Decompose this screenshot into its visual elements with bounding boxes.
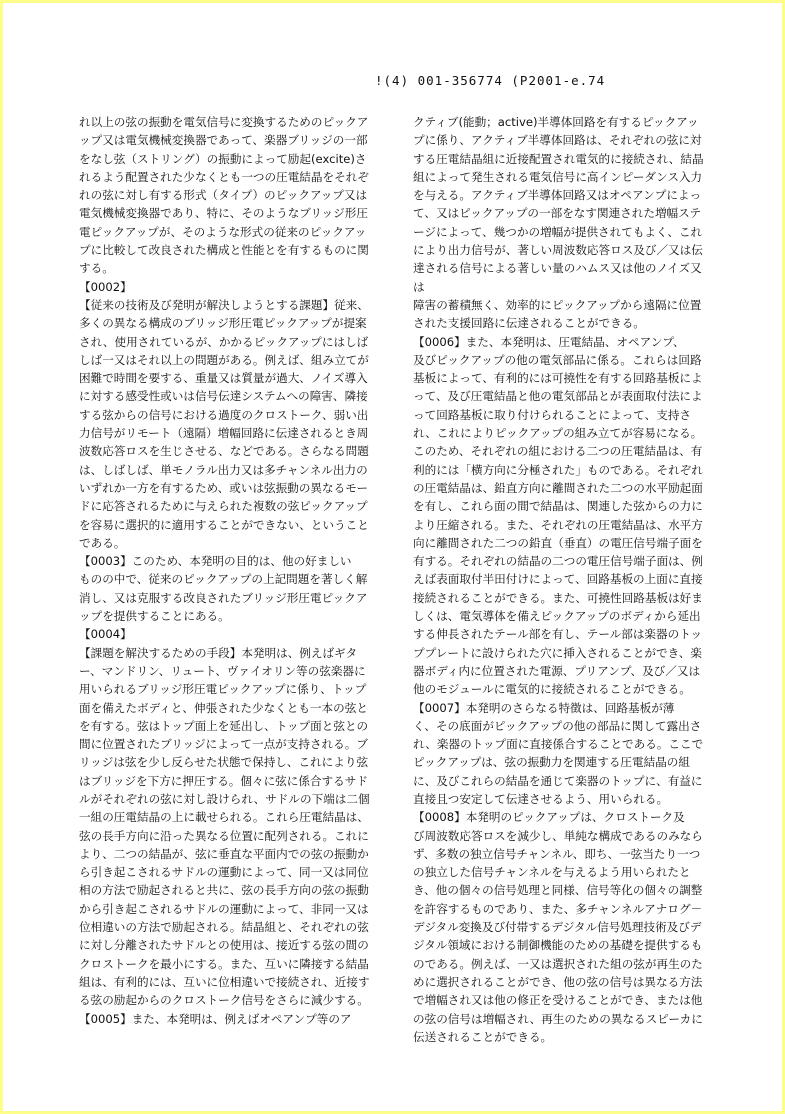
right-text-column: [413, 113, 713, 1046]
paragraph-number: 【0002】: [79, 279, 132, 294]
paragraph: 【0006】また、本発明は、圧電結晶、オペアンプ、 及びピックアップの他の電気部品に係る。これらは回路 基板によって、有利的には可撓性を有する回路基板によ って、及び圧電結晶と他の電気部品とが表面取付法によ って回路基板に取り付けられることによって、支持さ れ、これによりピックアップの組み立てが容易になる。 このため、それぞれの組における二つの圧電結晶は、有 利的には「横方向に分極された」ものである。それぞれ の圧電結晶は、鉛直方向に離間された二つの水平励起面 を有し、これら面の間で結晶は、関連した弦からの力に より圧縮される。また、それぞれの圧電結晶は、水平方 向に離間された二つの鉛直（垂直）の電圧信号端子面を 有する。それぞれの結晶の二つの電圧信号端子面は、例 えば表面取付半田付けによって、回路基板の上面に直接 接続されることができる。また、可撓性回路基板は好ま しくは、電気導体を備えピックアップのボディから延出 する伸長されたテール部を有し、テール部は楽器のトッ ププレートに設けられた穴に挿入されることができ、楽 器ボディ内に位置された電源、プリアンプ、及び／又は 他のモジュールに電気的に接続されることができる。: [413, 334, 703, 697]
paragraph: クティブ(能動；active)半導体回路を有するピックアッ プに係り、アクティブ半導体回路は、それぞれの弦に対 する圧電結晶組に近接配置され電気的に接続され、結晶 組によって発生される電気信号に高インピーダンス入力 を与える。アクティブ半導体回路又はオペアンプによっ て、又はピックアップの一部をなす関連された増幅ステ ージによって、幾つかの増幅が提供されてもよく、これ により出力信号が、著しい周波数応答ロス及び／又は伝 達される信号による著しい量のハムス又は他のノイズ又は 障害の蓄積無く、効率的にピックアップから遠隔に位置 された支援回路に伝達されることができる。: [413, 115, 704, 331]
paragraph-number: 【0004】: [79, 627, 132, 642]
paragraph: れ以上の弦の振動を電気信号に変換するためのピックア ップ又は電気機械変換器であって、楽器ブリッジの一部 をなし弦（ストリング）の振動によって励起(excite)さ れるよう配置された少なくとも一つの圧電結晶をそれぞ れの弦に対し有する形式（タイプ）のピックアップ又は 電気機械変換器であり、特に、そのようなブリッジ形圧 電ピックアップが、そのような形式の従来のピックアッ プに比較して改良された構成と性能とを有するものに関 する。: [79, 115, 369, 276]
paragraph: 【0008】本発明のピックアップは、クロストーク及 び周波数応答ロスを減少し、単純な構成であるのみなら ず、多数の独立信号チャンネル、即ち、一弦当たり一つ の独立した信号チャンネルを与えるよう用いられたと き、他の個々の信号処理と同様、信号等化の個々の調整 を許容するものであり、また、多チャンネルアナログ－ デジタル変換及び付帯するデジタル信号処理技術及びデ ジタル領域における制御機能のための基礎を提供するも のである。例えば、一又は選択された組の弦が再生のた めに選択されることができ、他の弦の信号は異なる方法 で増幅され又は他の修正を受けることができ、または他 の弦の信号は増幅され、再生のための異なるスピーカに 伝送されることができる。: [413, 810, 703, 1044]
paragraph: 【0005】また、本発明は、例えばオペアンプ等のア: [79, 1011, 352, 1026]
paragraph: 【課題を解決するための手段】本発明は、例えばギタ ー、マンドリン、リュート、ヴァイオリン等の弦楽器に 用いられるブリッジ形圧電ピックアップに係り、トップ 面を備えたボディと、伸張された少なくとも一本の弦と を有する。弦はトップ面上を延出し、トップ面と弦との 間に位置されたブリッジによって一点が支持される。ブ リッジは弦を少し反らせた状態で保持し、これにより弦 はブリッジを下方に押圧する。個々に弦に係合するサド ルがそれぞれの弦に対し設けられ、サドルの下端は二個 一組の圧電結晶の上に載せられる。これら圧電結晶は、 弦の長手方向に沿った異なる位置に配列される。これに より、二つの結晶が、弦に垂直な平面内での弦の振動か ら引き起こされるサドルの運動によって、同一又は同位 相の方法で励起されると共に、弦の長手方向の弦の振動 から引き起こされるサドルの運動によって、非同一又は 位相違いの方法で励起される。結晶組と、それぞれの弦 に対し分離されたサドルとの使用は、接近する弦の間の クロストークを最小にする。また、互いに隣接する結晶 組は、有利的には、互いに位相違いで接続され、近接す る弦の励起からのクロストーク信号をさらに減少する。: [79, 645, 370, 1008]
paragraph: 【0007】本発明のさらなる特徴は、回路基板が薄 く、その底面がピックアップの他の部品に関して露出さ れ、楽器のトップ面に直接係合することである。ここで ピックアップは、弦の振動力を関連する圧電結晶の組 に、及びこれらの結晶を通じて楽器のトップに、有益に 直接且つ安定して伝達させるよう、用いられる。: [413, 700, 704, 806]
paragraph: 【従来の技術及び発明が解決しようとする課題】従来、 多くの異なる構成のブリッジ形圧電ピックアップが提案 され、使用されているが、かかるピックアップにはしば しば一又はそれ以上の問題がある。例えば、組み立てが 困難で時間を要する、重量又は質量が過大、ノイズ導入 に対する感受性或いは信号伝達システムへの障害、隣接 する弦からの信号における過度のクロストーク、弱い出 力信号がリモート（遠隔）増幅回路に伝達されるとき周 波数応答ロスを生じさせる、などである。さらなる問題 は、しばしば、単モノラル出力又は多チャンネル出力の いずれか一方を有するため、或いは弦振動の異なるモー ドに応答されるために与えられた複数の弦ピックアップ を容易に選択的に適用することができない、ということ である。: [79, 297, 369, 550]
left-text-column: [79, 113, 379, 1028]
paragraph: 【0003】このため、本発明の目的は、他の好ましい ものの中で、従来のピックアップの上記問題を著しく解 消し、又は克服する改良されたブリッジ形圧電ピックア ップを提供することにある。: [79, 554, 368, 624]
page-header-reference: !(4) 001-356774 (P2001-e.74: [375, 73, 606, 88]
